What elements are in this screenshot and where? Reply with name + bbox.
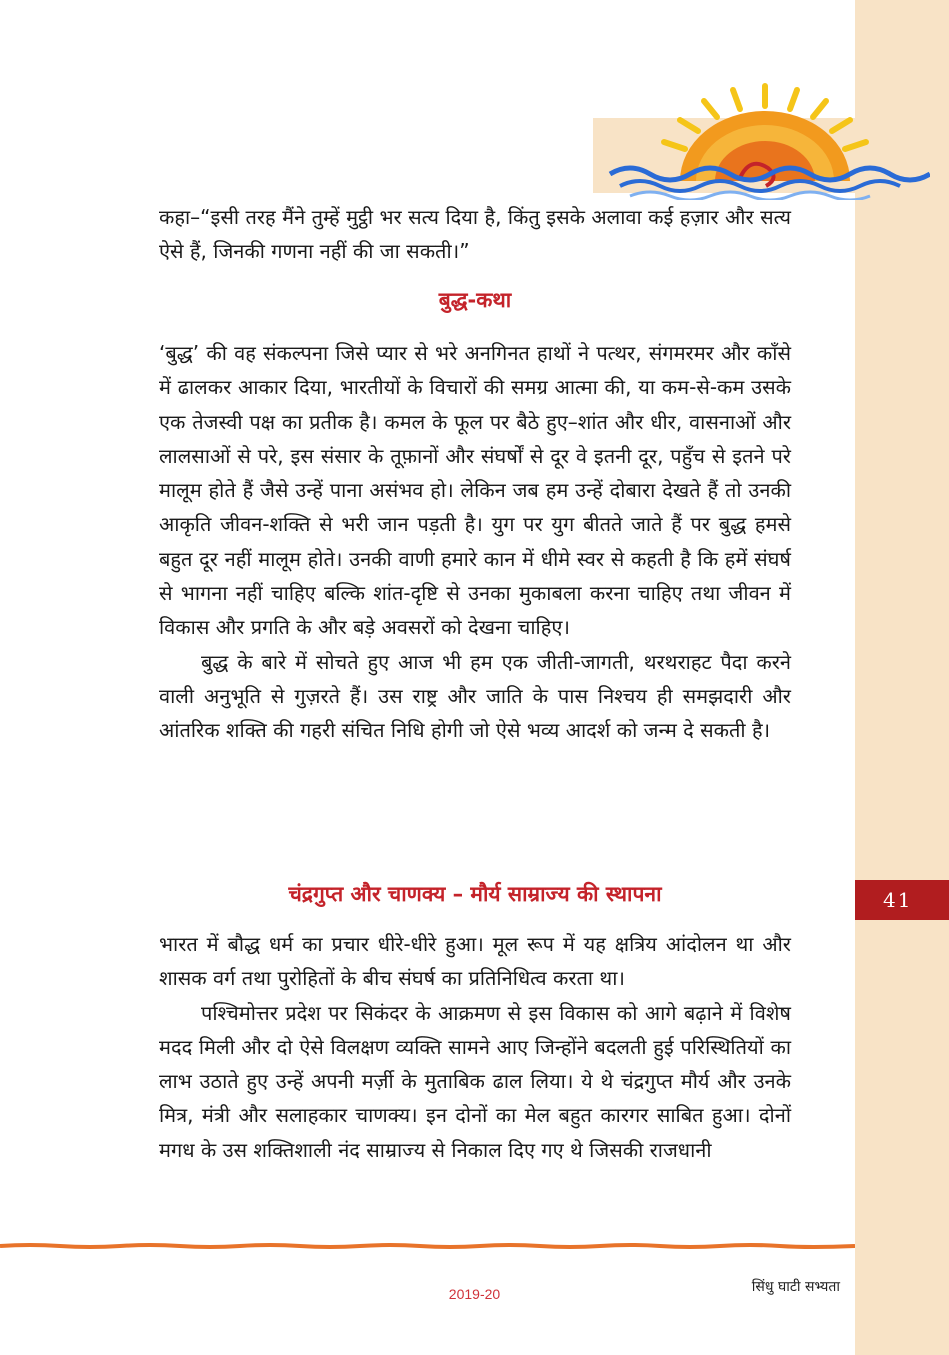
intro-block xyxy=(159,200,791,269)
section-heading-chandragupta: चंद्रगुप्त और चाणक्य – मौर्य साम्राज्य की स्थापना xyxy=(288,882,662,906)
buddha-paragraph-1: ‘बुद्ध’ की वह संकल्पना जिसे प्यार से भरे अनगिनत हाथों ने पत्थर, संगमरमर और काँसे में ढालकर आकार दिया, भारतीयों के विचारों की समग्र आत्मा की, या कम-से-कम उसके एक तेजस्वी पक्ष का प्रतीक है। कमल के फूल पर बैठे हुए–शांत और धीर, वासनाओं और लालसाओं से परे, इस संसार के तूफ़ानों और संघर्षों से दूर वे इतनी दूर, पहुँच से इतने परे मालूम होते हैं जैसे उन्हें पाना असंभव हो। लेकिन जब हम उन्हें दोबारा देखते हैं तो उनकी आकृति जीवन-शक्ति से भरी जान पड़ती है। युग पर युग बीतते जाते हैं पर बुद्ध हमसे बहुत दूर नहीं मालूम होते। उनकी वाणी हमारे कान में धीमे स्वर से कहती है कि हमें संघर्ष से भागना नहीं चाहिए बल्कि शांत-दृष्टि से उनका मुकाबला करना चाहिए तथा जीवन में विकास और प्रगति के और बड़े अवसरों को देखना चाहिए। xyxy=(159,341,791,640)
page-number-badge: 41 xyxy=(855,880,949,920)
buddha-paragraph-2: बुद्ध के बारे में सोचते हुए आज भी हम एक जीती-जागती, थरथराहट पैदा करने वाली अनुभूति से गुज़रते हैं। उस राष्ट्र और जाति के पास निश्चय ही समझदारी और आंतरिक शक्ति की गहरी संचित निधि होगी जो ऐसे भव्य आदर्श को जन्म दे सकती है। xyxy=(159,649,791,743)
chandragupta-section xyxy=(159,927,791,1167)
chandragupta-paragraph-1: भारत में बौद्ध धर्म का प्रचार धीरे-धीरे हुआ। मूल रूप में यह क्षत्रिय आंदोलन था और शासक वर्ग तथा पुरोहितों के बीच संघर्ष का प्रतिनिधित्व करता था। xyxy=(159,932,791,991)
chandragupta-paragraph-2: पश्चिमोत्तर प्रदेश पर सिकंदर के आक्रमण से इस विकास को आगे बढ़ाने में विशेष मदद मिली और दो ऐसे विलक्षण व्यक्ति सामने आए जिन्होंने बदलती हुई परिस्थितियों का लाभ उठाते हुए उन्हें अपनी मर्ज़ी के मुताबिक ढाल लिया। ये थे चंद्रगुप्त मौर्य और उनके मित्र, मंत्री और सलाहकार चाणक्य। इन दोनों का मेल बहुत कारगर साबित हुआ। दोनों मगध के उस शक्तिशाली नंद साम्राज्य से निकाल दिए गए थे जिसकी राजधानी xyxy=(159,1000,791,1162)
intro-paragraph: कहा–“इसी तरह मैंने तुम्हें मुट्ठी भर सत्य दिया है, किंतु इसके अलावा कई हज़ार और सत्य ऐसे हैं, जिनकी गणना नहीं की जा सकती।” xyxy=(159,205,791,264)
page-sidebar xyxy=(855,0,949,1355)
buddha-section xyxy=(159,336,791,748)
section-heading-buddha: बुद्ध-कथा xyxy=(438,288,512,312)
sun-over-waves-icon xyxy=(600,76,930,200)
footer-divider xyxy=(0,1243,855,1249)
footer-book-title: सिंधु घाटी सभ्यता xyxy=(751,1279,840,1295)
footer-year: 2019-20 xyxy=(448,1286,501,1302)
